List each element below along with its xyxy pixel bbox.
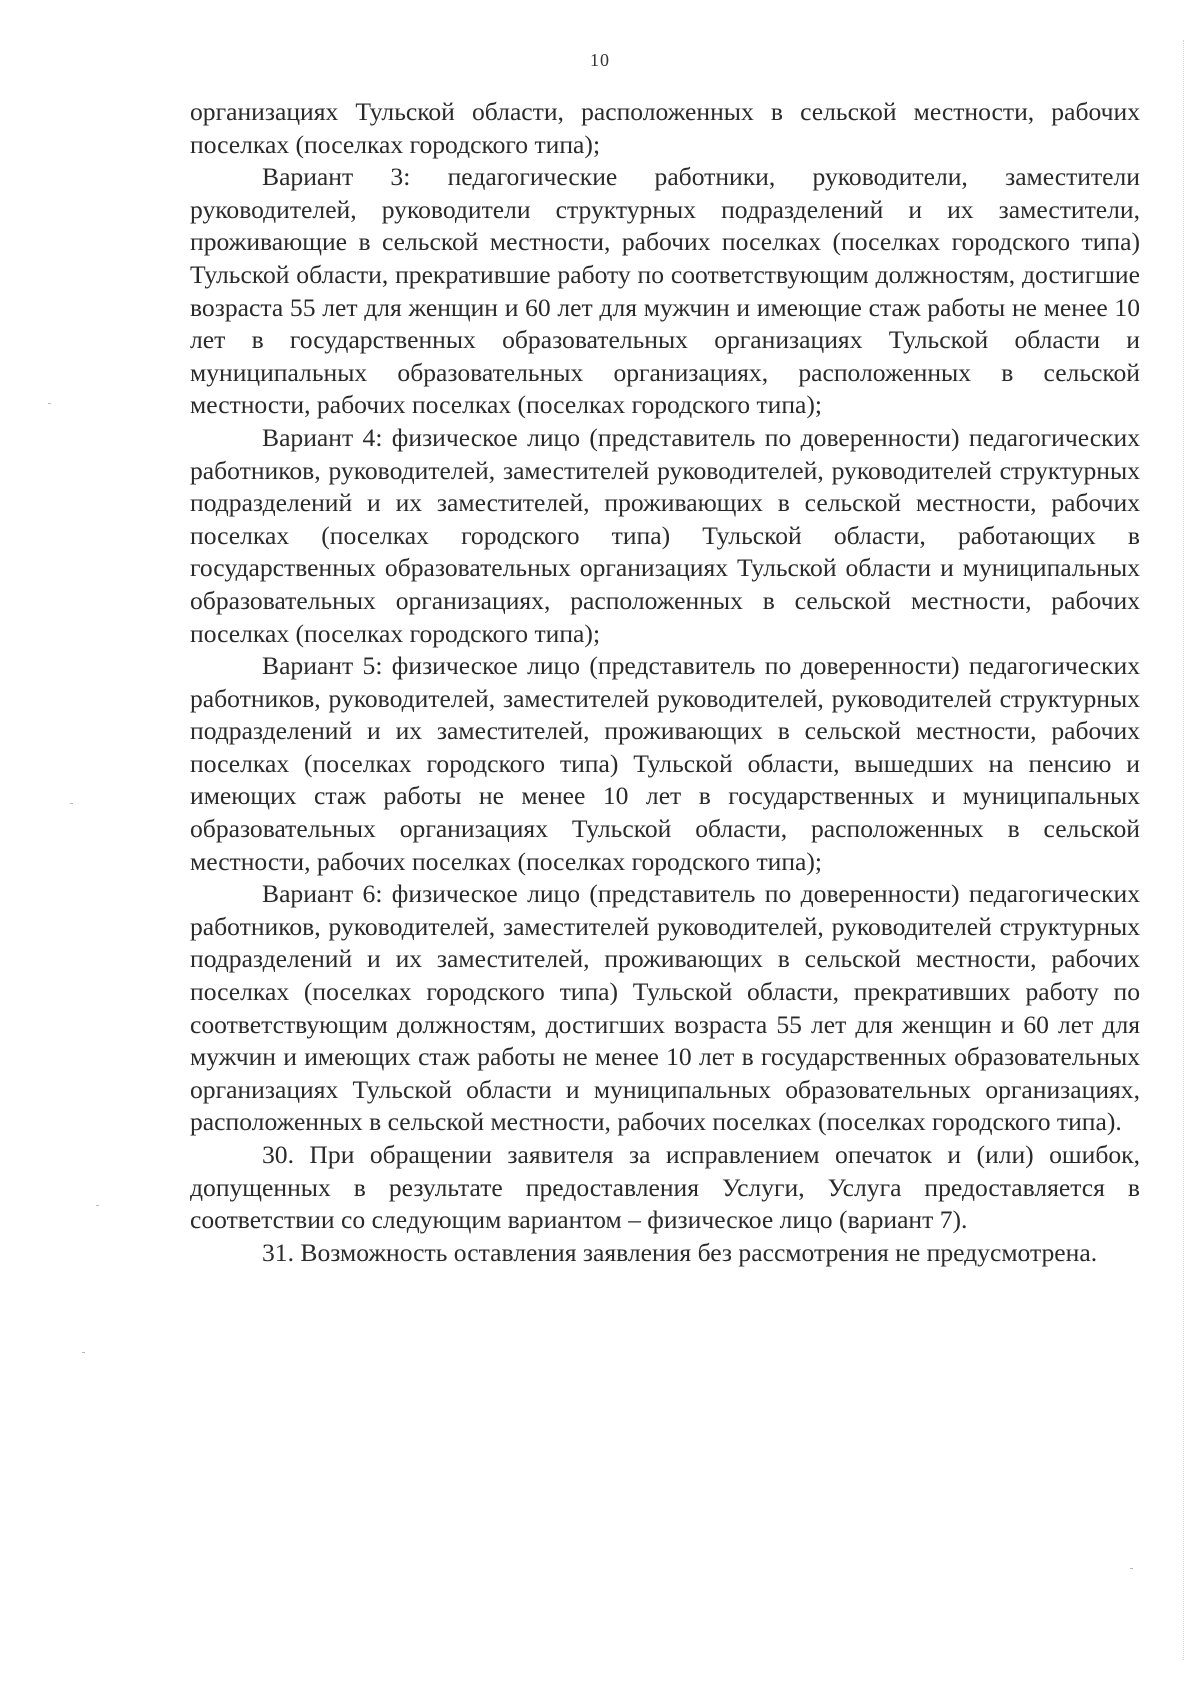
paragraph-clause-31: 31. Возможность оставления заявления без рассмотрения не предусмотрена. [262,1237,1098,1267]
scan-speck [96,1205,99,1206]
paragraph-variant-6: Вариант 6: физическое лицо (представитель по доверенности) педагогических работников, руководителей, заместителей руководителей, руководителей структурных подразделений и их заместителей, проживающих в сельской местности, рабочих поселках (поселках городского типа) Тульской области, прекративших работу по соответствующим должностям, достигших возраста 55 лет для женщин и 60 лет для мужчин и имеющих стаж работы не менее 10 лет в государственных образовательных организациях Тульской области и муниципальных образовательных организациях, расположенных в сельской местности, рабочих поселках (поселках городского типа). [190,879,1140,1137]
paragraph-continuation: организациях Тульской области, расположенных в сельской местности, рабочих поселках (поселках городского типа); [190,97,1140,159]
paragraph-variant-3: Вариант 3: педагогические работники, руководители, заместители руководителей, руководители структурных подразделений и их заместители, проживающие в сельской местности, рабочих поселках (поселках городского типа) Тульской области, прекратившие работу по соответствующим должностям, достигшие возраста 55 лет для женщин и 60 лет для мужчин и имеющие стаж работы не менее 10 лет в государственных образовательных организациях Тульской области и муниципальных образовательных организациях, расположенных в сельской местности, рабочих поселках (поселках городского типа); [190,162,1140,420]
scan-speck [48,403,51,404]
page-number: 10 [590,50,610,70]
scan-speck [82,1352,85,1353]
paragraph-variant-5: Вариант 5: физическое лицо (представитель по доверенности) педагогических работников, руководителей, заместителей руководителей, руководителей структурных подразделений и их заместителей, проживающих в сельской местности, рабочих поселках (поселках городского типа) Тульской области, вышедших на пенсию и имеющих стаж работы не менее 10 лет в государственных и муниципальных образовательных организациях Тульской области, расположенных в сельской местности, рабочих поселках (поселках городского типа); [190,651,1140,876]
scan-speck [70,803,73,804]
paragraph-clause-30: 30. При обращении заявителя за исправлением опечаток и (или) ошибок, допущенных в результате предоставления Услуги, Услуга предоставляется в соответствии со следующим вариантом – физическое лицо (вариант 7). [190,1140,1140,1235]
document-body [190,96,1140,1269]
paragraph-variant-4: Вариант 4: физическое лицо (представитель по доверенности) педагогических работников, руководителей, заместителей руководителей, руководителей структурных подразделений и их заместителей, проживающих в сельской местности, рабочих поселках (поселках городского типа) Тульской области, работающих в государственных образовательных организациях Тульской области и муниципальных образовательных организациях, расположенных в сельской местности, рабочих поселках (поселках городского типа); [190,422,1140,648]
scan-speck [1130,1568,1133,1569]
scan-edge-artifact [1183,40,1185,1660]
